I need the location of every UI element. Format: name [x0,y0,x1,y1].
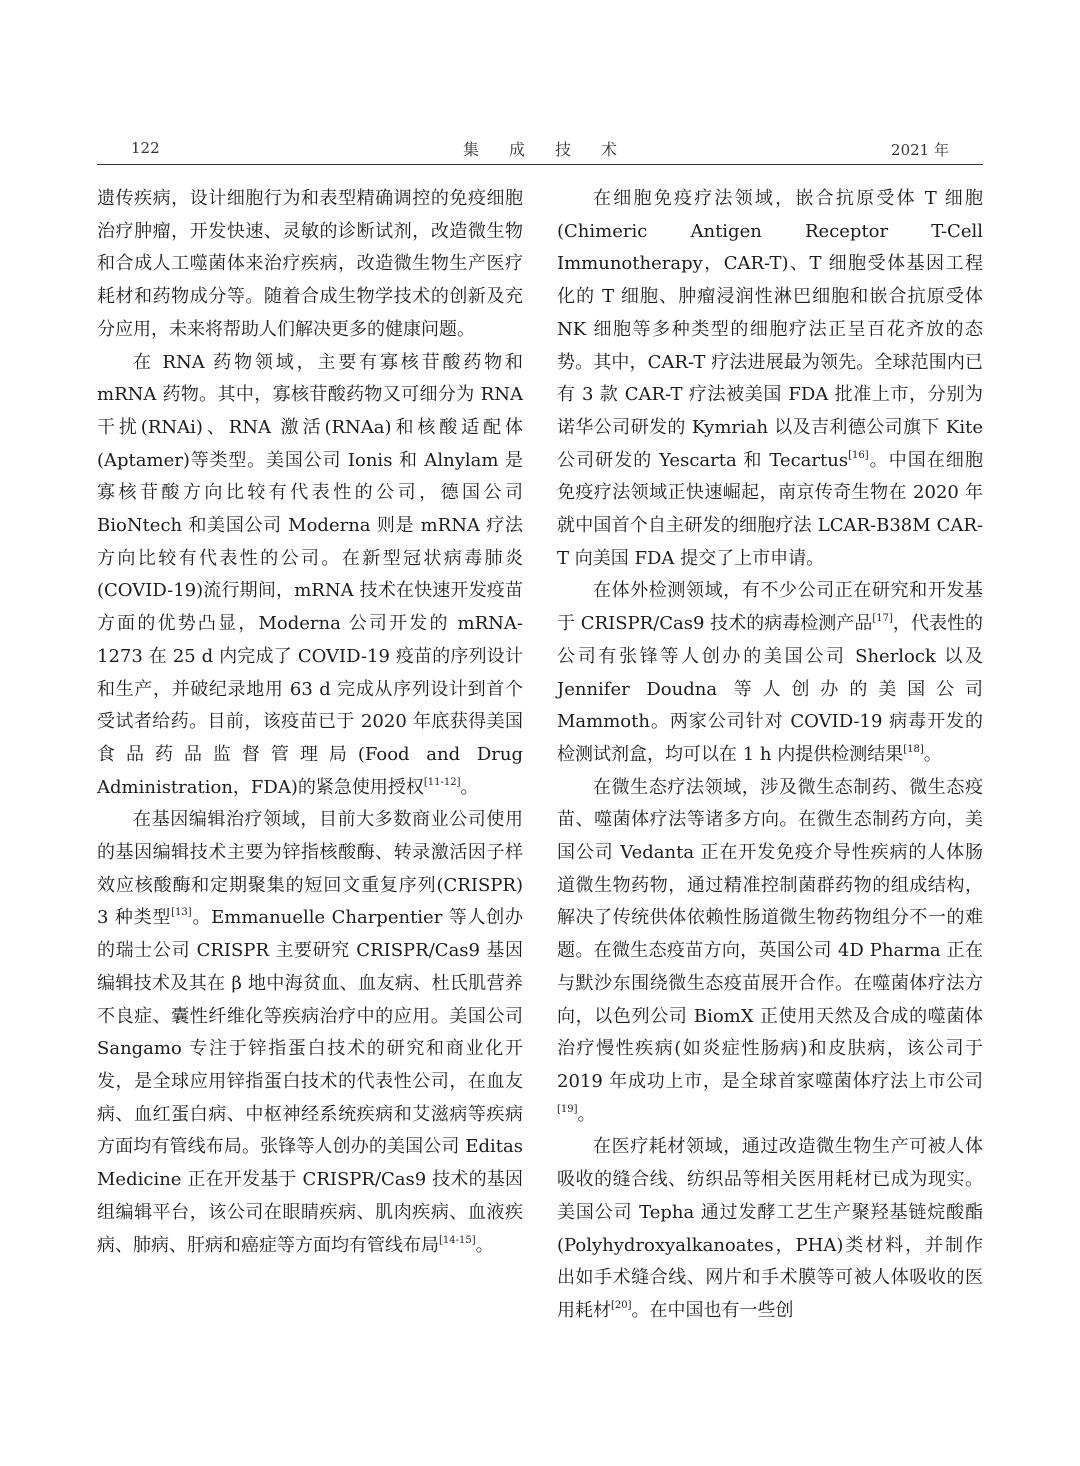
text-run: 。 [923,743,942,765]
right-column [557,183,983,1328]
text-run: 。 [577,1103,596,1125]
paragraph [97,804,523,1262]
text-run: 在微生态疗法领域，涉及微生态制药、微生态疫苗、噬菌体疗法等诸多方向。在微生态制药方向，美国公司 Vedanta 正在开发免疫介导性疾病的人体肠道微生物药物，通过精准控制菌群药物的组成结构，解决了传统供体依赖性肠道微生物药物组分不一的难题。在微生态疫苗方向，英国公司 4D Pharma 正在与默沙东围绕微生态疫苗展开合作。在噬菌体疗法方向，以色列公司 BiomX 正使用天然及合成的噬菌体治疗慢性疾病(如炎症性肠病)和皮肤病，该公司于 2019 年成功上市，是全球首家噬菌体疗法上市公司 [557,776,983,1092]
left-column [97,183,523,1262]
paragraph [97,347,523,805]
citation: [17] [872,613,893,625]
text-run: 。 [460,776,479,798]
text-run: 在细胞免疫疗法领域，嵌合抗原受体 T 细胞(Chimeric Antigen Receptor T-Cell Immunotherapy，CAR-T)、T 细胞受体基因工程化的 T 细胞、肿瘤浸润性淋巴细胞和嵌合抗原受体 NK 细胞等多种类型的细胞疗法正呈百花齐放的态势。其中，CAR-T 疗法进展最为领先。全球范围内已有 3 款 CAR-T 疗法被美国 FDA 批准上市，分别为诺华公司研发的 Kymriah 以及吉利德公司旗下 Kite 公司研发的 Yescarta 和 Tecartus [557,188,983,471]
citation: [18] [903,743,924,755]
paragraph [557,772,983,1132]
journal-title: 集成技术 [462,140,647,159]
paragraph [557,183,983,575]
paragraph [557,1131,983,1327]
paragraph [557,575,983,771]
text-run: 遗传疾病，设计细胞行为和表型精确调控的免疫细胞治疗肿瘤，开发快速、灵敏的诊断试剂，改造微生物和合成人工噬菌体来治疗疾病，改造微生物生产医疗耗材和药物成分等。随着合成生物学技术的创新及充分应用，未来将帮助人们解决更多的健康问题。 [97,188,523,340]
text-run: 。中国在细胞免疫疗法领域正快速崛起，南京传奇生物在 2020 年就中国首个自主研发的细胞疗法 LCAR-B38M CAR-T 向美国 FDA 提交了上市申请。 [557,449,983,569]
citation: [19] [557,1103,578,1115]
text-run: 。 [475,1234,494,1256]
text-run: 在基因编辑治疗领域，目前大多数商业公司使用的基因编辑技术主要为锌指核酸酶、转录激活因子样效应核酸酶和定期聚集的短回文重复序列(CRISPR) 3 种类型 [97,809,523,929]
citation: [20] [611,1299,632,1311]
citation: [11-12] [423,776,461,788]
paragraph [97,183,523,347]
text-run: 在体外检测领域，有不少公司正在研究和开发基于 CRISPR/Cas9 技术的病毒检测产品 [557,580,983,635]
citation: [13] [171,907,192,919]
page-number: 122 [131,139,160,157]
citation: [16] [848,449,869,461]
text-run: 。在中国也有一些创 [631,1299,794,1321]
text-run: 。Emmanuelle Charpentier 等人创办的瑞士公司 CRISPR 主要研究 CRISPR/Cas9 基因编辑技术及其在 β 地中海贫血、血友病、杜氏肌营养不良症、囊性纤维化等疾病治疗中的应用。美国公司 Sangamo 专注于锌指蛋白技术的研究和商业化开发，是全球应用锌指蛋白技术的代表性公司，在血友病、血红蛋白病、中枢神经系统疾病和艾滋病等疾病方面均有管线布局。张锋等人创办的美国公司 Editas Medicine 正在开发基于 CRISPR/Cas9 技术的基因组编辑平台，该公司在眼睛疾病、肌肉疾病、血液疾病、肺病、肝病和癌症等方面均有管线布局 [97,907,523,1256]
text-run: 在医疗耗材领域，通过改造微生物生产可被人体吸收的缝合线、纺织品等相关医用耗材已成为现实。美国公司 Tepha 通过发酵工艺生产聚羟基链烷酸酯(Polyhydroxyalkanoates，PHA)类材料，并制作出如手术缝合线、网片和手术膜等可被人体吸收的医用耗材 [557,1136,983,1321]
text-run: ，代表性的公司有张锋等人创办的美国公司 Sherlock 以及 Jennifer Doudna 等人创办的美国公司 Mammoth。两家公司针对 COVID-19 病毒开发的检测试剂盒，均可以在 1 h 内提供检测结果 [557,613,984,765]
publication-year: 2021 年 [891,141,949,159]
text-run: 在 RNA 药物领域，主要有寡核苷酸药物和 mRNA 药物。其中，寡核苷酸药物又可细分为 RNA 干扰(RNAi)、RNA 激活(RNAa)和核酸适配体(Aptamer)等类型。美国公司 Ionis 和 Alnylam 是寡核苷酸方向比较有代表性的公司，德国公司 BioNtech 和美国公司 Moderna 则是 mRNA 疗法方向比较有代表性的公司。在新型冠状病毒肺炎(COVID-19)流行期间，mRNA 技术在快速开发疫苗方面的优势凸显，Moderna 公司开发的 mRNA-1273 在 25 d 内完成了 COVID-19 疫苗的序列设计和生产，并破纪录地用 63 d 完成从序列设计到首个受试者给药。目前，该疫苗已于 2020 年底获得美国食品药品监督管理局(Food and Drug Administration，FDA)的紧急使用授权 [97,351,523,798]
citation: [14-15] [439,1234,476,1246]
running-header [97,134,983,165]
